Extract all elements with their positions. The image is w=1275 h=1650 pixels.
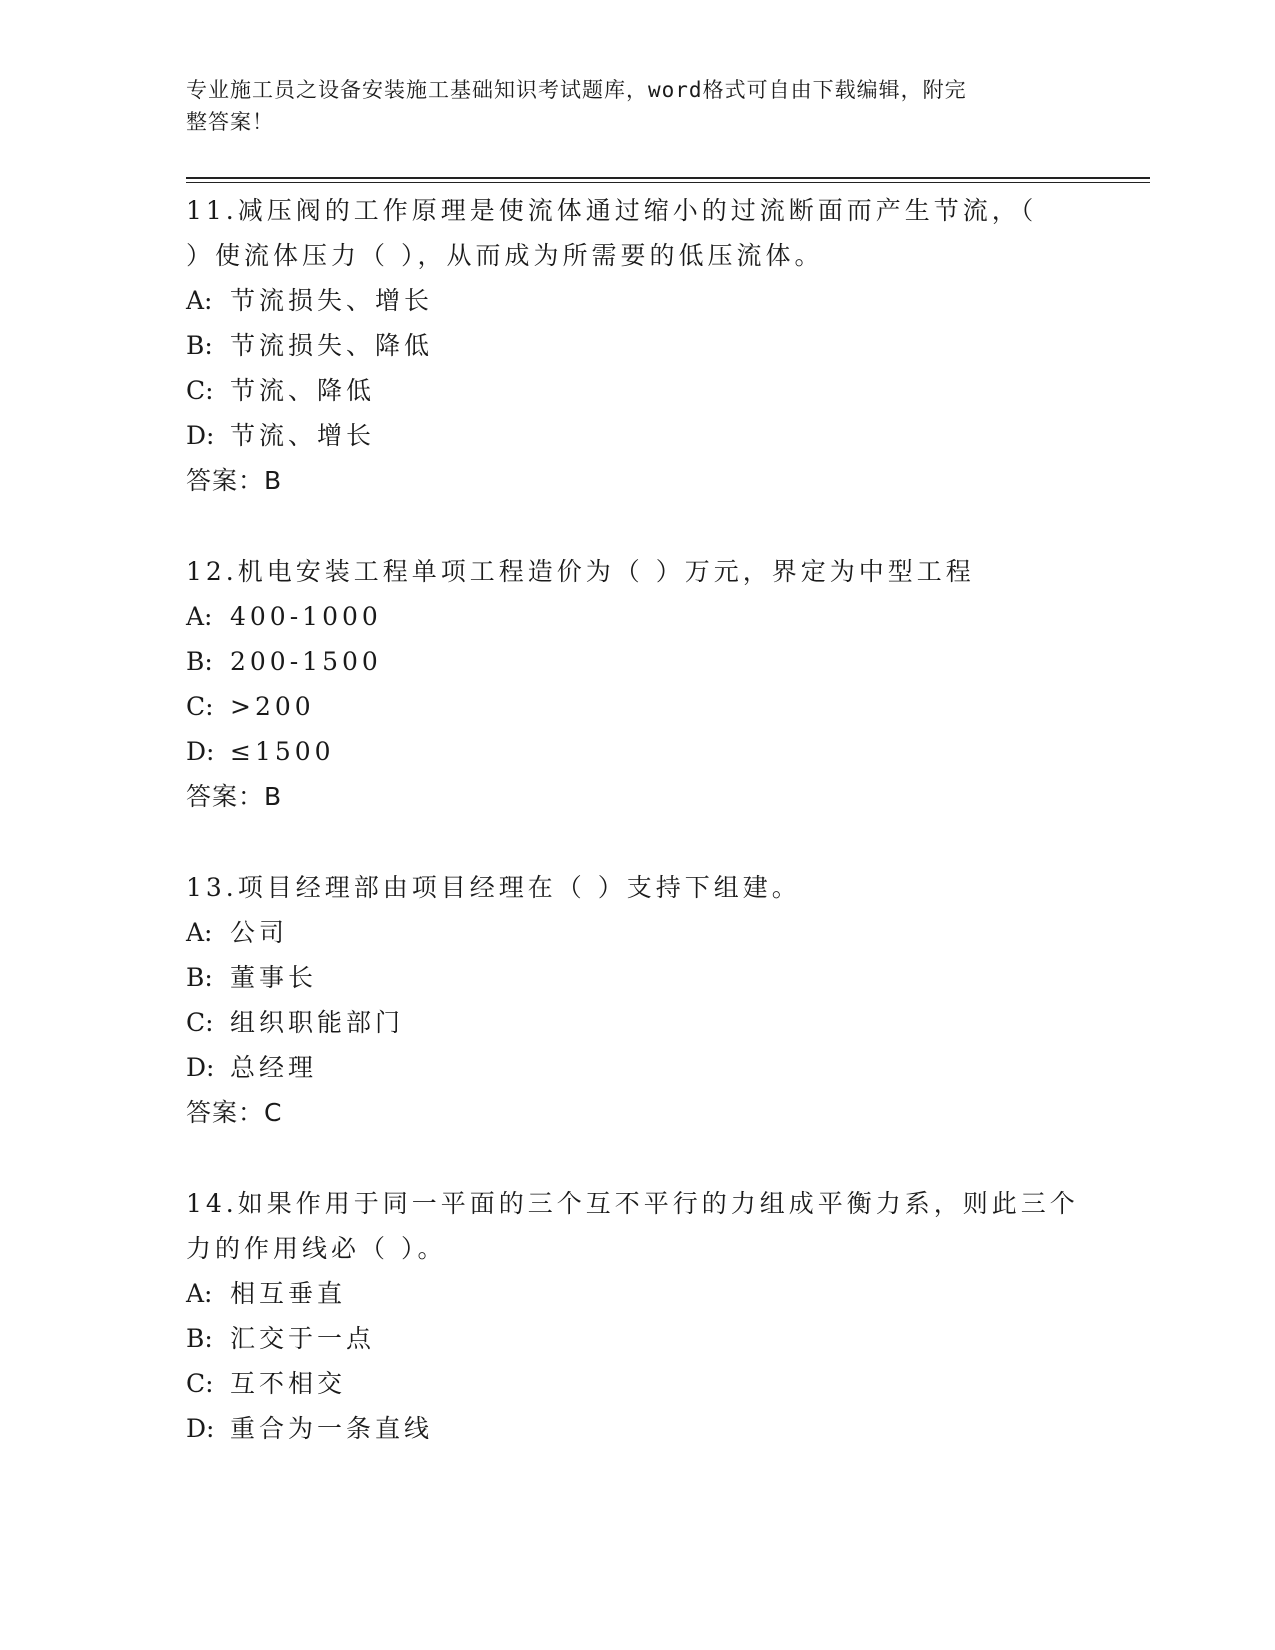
question-stem-line-1: 13.项目经理部由项目经理在（ ）支持下组建。: [186, 873, 801, 902]
option-a: [186, 278, 1086, 323]
option-key: A:: [186, 286, 213, 315]
option-text: 互不相交: [230, 1369, 347, 1398]
question-stem-line-1: 14.如果作用于同一平面的三个互不平行的力组成平衡力系，则此三个: [186, 1189, 1079, 1218]
option-key: C:: [186, 376, 214, 405]
option-text: 200-1500: [230, 647, 382, 676]
option-text: >200: [230, 692, 315, 721]
option-key: B:: [186, 331, 213, 360]
option-key: D:: [186, 737, 215, 766]
option-text: 节流损失、降低: [230, 331, 434, 360]
option-a: [186, 910, 1086, 955]
option-key: C:: [186, 1369, 214, 1398]
option-b: [186, 1316, 1086, 1361]
option-key: A:: [186, 602, 213, 631]
header-divider-thin: [186, 182, 1150, 183]
question-list: [186, 188, 1086, 1497]
option-text: 公司: [230, 918, 289, 947]
document-header: [186, 74, 1066, 138]
question-stem: [186, 1181, 1086, 1271]
option-c: [186, 1000, 1086, 1045]
option-b: [186, 639, 1086, 684]
question-stem-line-2: 力的作用线必（ ）。: [186, 1234, 447, 1263]
option-text: 总经理: [230, 1053, 318, 1082]
option-text: 汇交于一点: [230, 1324, 376, 1353]
header-line-1: 专业施工员之设备安装施工基础知识考试题库，word格式可自由下载编辑，附完: [186, 78, 967, 102]
option-key: C:: [186, 1008, 214, 1037]
option-d: [186, 729, 1086, 774]
answer-line: 答案：B: [186, 782, 283, 811]
option-text: 400-1000: [230, 602, 382, 631]
option-key: D:: [186, 1053, 215, 1082]
option-d: [186, 1045, 1086, 1090]
option-d: [186, 413, 1086, 458]
question-stem-line-1: 11.减压阀的工作原理是使流体通过缩小的过流断面而产生节流，（: [186, 196, 1038, 225]
question-12: [186, 549, 1086, 819]
option-c: [186, 684, 1086, 729]
question-11: [186, 188, 1086, 503]
option-text: 相互垂直: [230, 1279, 347, 1308]
option-a: [186, 594, 1086, 639]
question-stem: [186, 549, 1086, 594]
option-text: 节流、降低: [230, 376, 376, 405]
question-stem-line-1: 12.机电安装工程单项工程造价为（ ）万元，界定为中型工程: [186, 557, 975, 586]
option-key: B:: [186, 963, 213, 992]
option-text: ≤1500: [230, 737, 335, 766]
option-text: 节流、增长: [230, 421, 376, 450]
answer-line: 答案：C: [186, 1098, 283, 1127]
option-key: C:: [186, 692, 214, 721]
option-key: B:: [186, 1324, 213, 1353]
question-stem: [186, 188, 1086, 278]
question-14: [186, 1181, 1086, 1451]
option-key: B:: [186, 647, 213, 676]
answer-line: 答案：B: [186, 466, 283, 495]
question-stem: [186, 865, 1086, 910]
option-c: [186, 368, 1086, 413]
option-key: A:: [186, 918, 213, 947]
option-text: 节流损失、增长: [230, 286, 434, 315]
header-divider-thick: [186, 177, 1150, 179]
question-stem-line-2: ）使流体压力（ ），从而成为所需要的低压流体。: [186, 241, 824, 270]
option-text: 组织职能部门: [230, 1008, 405, 1037]
option-key: A:: [186, 1279, 213, 1308]
option-c: [186, 1361, 1086, 1406]
option-d: [186, 1406, 1086, 1451]
option-text: 重合为一条直线: [230, 1414, 434, 1443]
option-key: D:: [186, 1414, 215, 1443]
header-line-2: 整答案！: [186, 110, 274, 134]
option-text: 董事长: [230, 963, 318, 992]
option-a: [186, 1271, 1086, 1316]
option-key: D:: [186, 421, 215, 450]
question-13: [186, 865, 1086, 1135]
option-b: [186, 323, 1086, 368]
option-b: [186, 955, 1086, 1000]
